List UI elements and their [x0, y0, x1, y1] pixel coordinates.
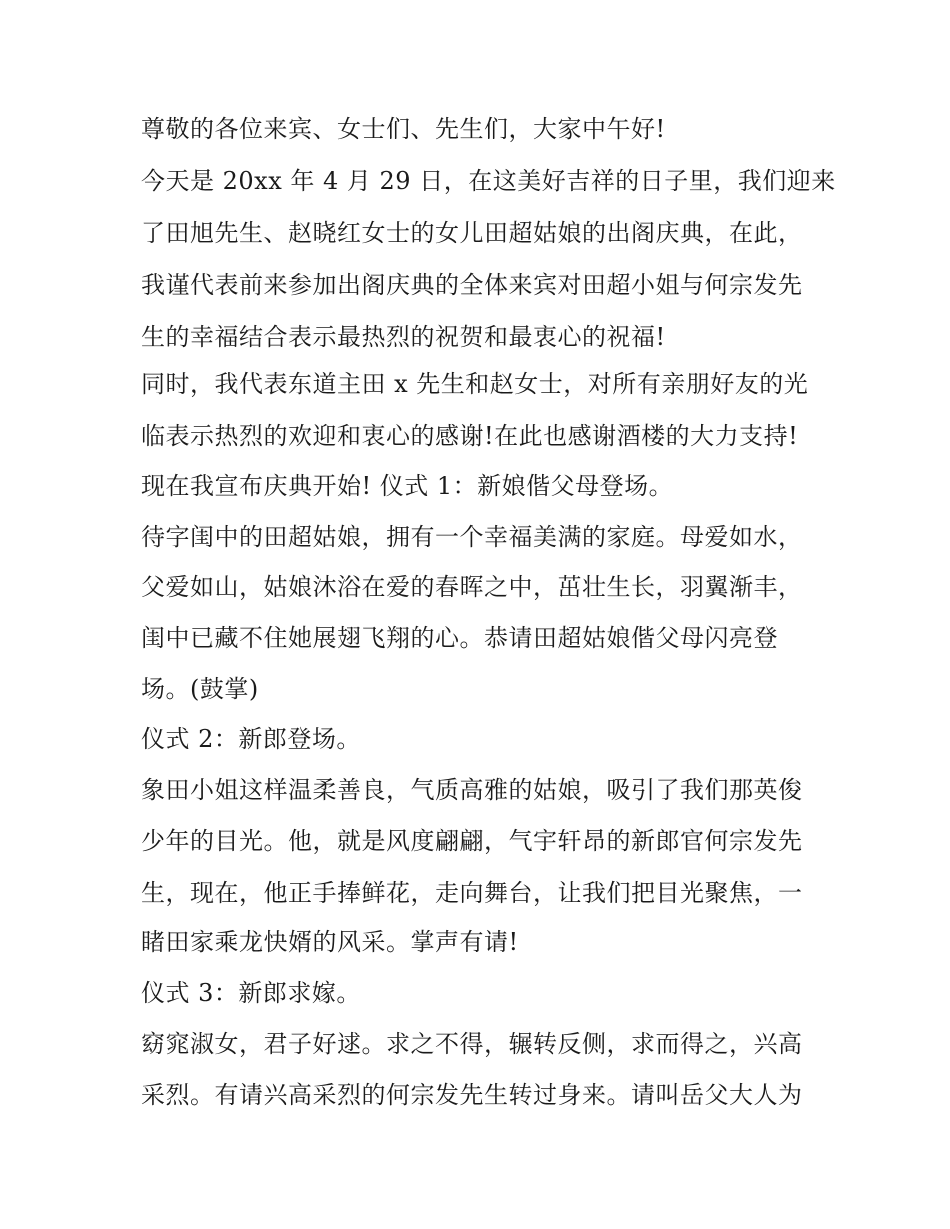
text-line: 尊敬的各位来宾、女士们、先生们，大家中午好! [141, 115, 666, 143]
text-line: 少年的目光。他，就是风度翩翩，气宇轩昂的新郎官何宗发先 [141, 827, 803, 855]
text-line: 生的幸福结合表示最热烈的祝贺和最衷心的祝福! [141, 323, 666, 351]
text-line: 场。(鼓掌) [141, 675, 259, 703]
text-line: 父爱如山，姑娘沐浴在爱的春晖之中，茁壮生长，羽翼渐丰， [141, 573, 803, 601]
text-line: 仪式 2：新郎登场。 [141, 725, 361, 753]
text-line: 临表示热烈的欢迎和衷心的感谢!在此也感谢酒楼的大力支持! [141, 422, 799, 450]
text-line: 待字闺中的田超姑娘，拥有一个幸福美满的家庭。母爱如水， [141, 523, 803, 551]
text-line: 仪式 3：新郎求嫁。 [141, 979, 361, 1007]
text-line: 窈窕淑女，君子好逑。求之不得，辗转反侧，求而得之，兴高 [141, 1030, 803, 1058]
text-line: 现在我宣布庆典开始! 仪式 1：新娘偕父母登场。 [141, 472, 674, 500]
text-line: 生，现在，他正手捧鲜花，走向舞台，让我们把目光聚焦，一 [141, 879, 803, 907]
text-line: 象田小姐这样温柔善良，气质高雅的姑娘，吸引了我们那英俊 [141, 776, 803, 804]
text-line: 我谨代表前来参加出阁庆典的全体来宾对田超小姐与何宗发先 [141, 271, 803, 299]
text-line: 闺中已藏不住她展翅飞翔的心。恭请田超姑娘偕父母闪亮登 [141, 624, 778, 652]
text-line: 采烈。有请兴高采烈的何宗发先生转过身来。请叫岳父大人为 [141, 1081, 803, 1109]
text-line: 了田旭先生、赵晓红女士的女儿田超姑娘的出阁庆典，在此， [141, 219, 803, 247]
text-line: 同时，我代表东道主田 x 先生和赵女士，对所有亲朋好友的光 [141, 370, 809, 398]
text-line: 睹田家乘龙快婿的风采。掌声有请! [141, 928, 519, 956]
text-line: 今天是 20xx 年 4 月 29 日，在这美好吉祥的日子里，我们迎来 [141, 167, 836, 195]
